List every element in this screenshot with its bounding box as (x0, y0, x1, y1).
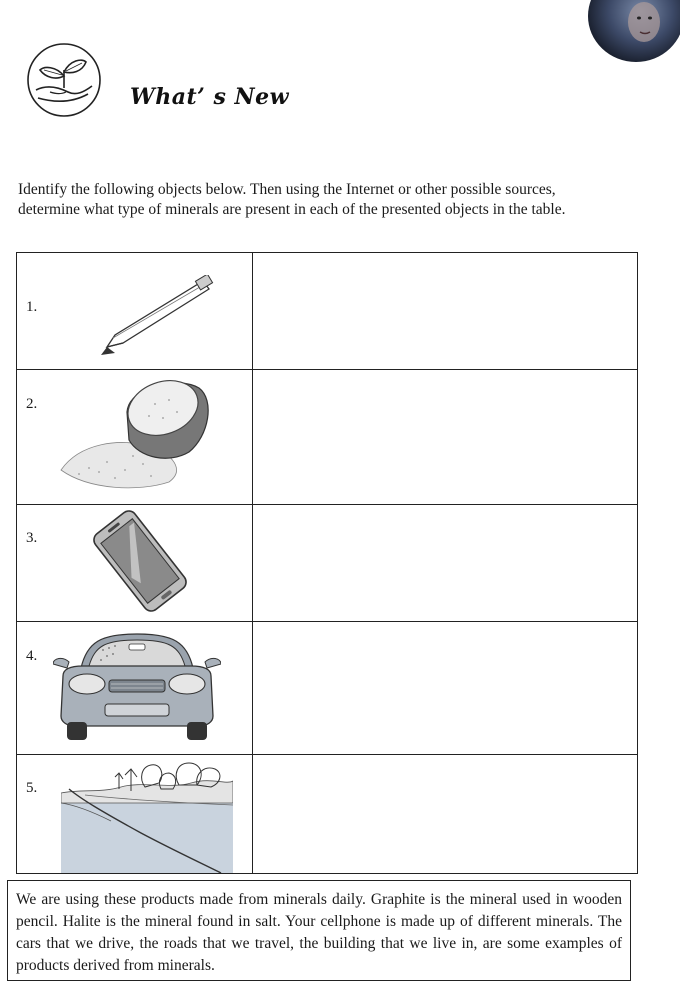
table-row (17, 622, 638, 755)
row-number: 3. (26, 530, 38, 546)
salt-bowl-icon (59, 374, 219, 498)
table-row (17, 505, 638, 622)
minerals-table (16, 252, 638, 874)
row-number: 1. (26, 299, 38, 315)
object-cell (17, 755, 253, 874)
answer-cell[interactable] (252, 370, 637, 505)
table-row (17, 253, 638, 370)
table-row (17, 755, 638, 874)
object-cell (17, 505, 253, 622)
object-cell (17, 253, 253, 370)
answer-cell[interactable] (252, 622, 637, 755)
answer-cell[interactable] (252, 505, 637, 622)
row-number: 5. (26, 780, 38, 796)
pencil-icon (97, 275, 217, 357)
cellphone-icon (87, 509, 193, 613)
page-title: What’ s New (130, 84, 290, 110)
object-cell (17, 622, 253, 755)
answer-cell[interactable] (252, 253, 637, 370)
row-number: 2. (26, 396, 38, 412)
answer-cell[interactable] (252, 755, 637, 874)
hand-holding-plant-icon (26, 42, 102, 118)
table-row (17, 370, 638, 505)
car-icon (53, 628, 221, 750)
instructions-text: Identify the following objects below. Then using the Internet or other possible sources, determine what type of minerals are present in each of the presented objects in the table. (18, 181, 566, 218)
row-number: 4. (26, 648, 38, 664)
summary-box: We are using these products made from minerals daily. Graphite is the mineral used in wooden pencil. Halite is the mineral found in salt. Your cellphone is made up of different minerals. The cars that we drive, the roads that we travel, the building that we live in, are some examples of products derived from minerals. (7, 880, 631, 981)
road-icon (61, 759, 233, 873)
object-cell (17, 370, 253, 505)
profile-photo (586, 0, 680, 64)
